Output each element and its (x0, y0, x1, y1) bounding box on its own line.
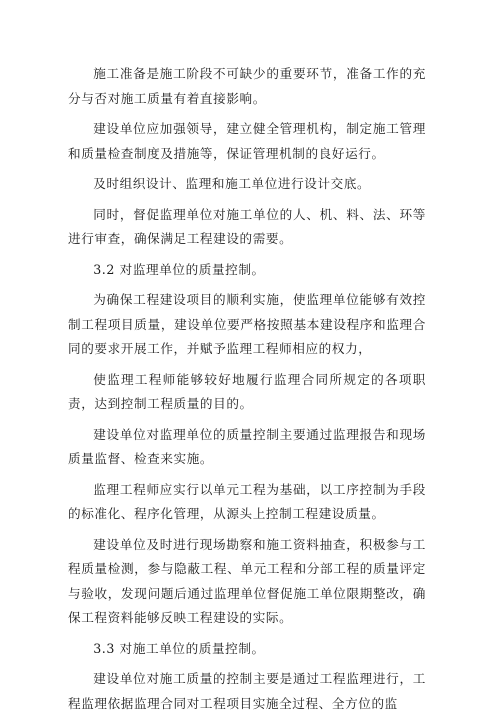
section-heading-3-2: 3.2 对监理单位的质量控制。 (93, 261, 265, 277)
section-heading-3-3: 3.3 对施工单位的质量控制。 (93, 640, 265, 656)
paragraph-supervisor-authority: 为确保工程建设项目的顺利实施，使监理单位能够有效控制工程项目质量，建设单位要严格按照基本建设程序和监理合同的要求开展工作，并赋予监理工程师相应的权力， (68, 292, 426, 356)
paragraph-management-system: 建设单位应加强领导，建立健全管理机构，制定施工管理和质量检查制度及措施等，保证管理机制的良好运行。 (68, 121, 426, 161)
paragraph-supervisor-duties: 使监理工程师能够较好地履行监理合同所规定的各项职责，达到控制工程质量的目的。 (68, 371, 426, 411)
paragraph-supervision-review: 同时，督促监理单位对施工单位的人、机、料、法、环等进行审查，确保满足工程建设的需要。 (68, 206, 426, 246)
paragraph-unit-engineering: 监理工程师应实行以单元工程为基础，以工序控制为手段的标准化、程序化管理，从源头上控制工程建设质量。 (68, 481, 426, 521)
paragraph-construction-quality-control: 建设单位对施工质量的控制主要是通过工程监理进行，工程监理依据监理合同对工程项目实施全过程、全方位的监 (68, 671, 426, 711)
paragraph-construction-preparation: 施工准备是施工阶段不可缺少的重要环节，准备工作的充分与否对施工质量有着直接影响。 (68, 66, 426, 106)
paragraph-design-briefing: 及时组织设计、监理和施工单位进行设计交底。 (93, 176, 371, 191)
paragraph-site-inspection: 建设单位及时进行现场勘察和施工资料抽查，积极参与工程质量检测，参与隐蔽工程、单元工程和分部工程的质量评定与验收，发现问题后通过监理单位督促施工单位限期整改，确保工程资料能够反映工程建设的实际。 (68, 536, 426, 625)
body-text (68, 62, 426, 716)
paragraph-supervision-reports: 建设单位对监理单位的质量控制主要通过监理报告和现场质量监督、检查来实施。 (68, 426, 426, 466)
